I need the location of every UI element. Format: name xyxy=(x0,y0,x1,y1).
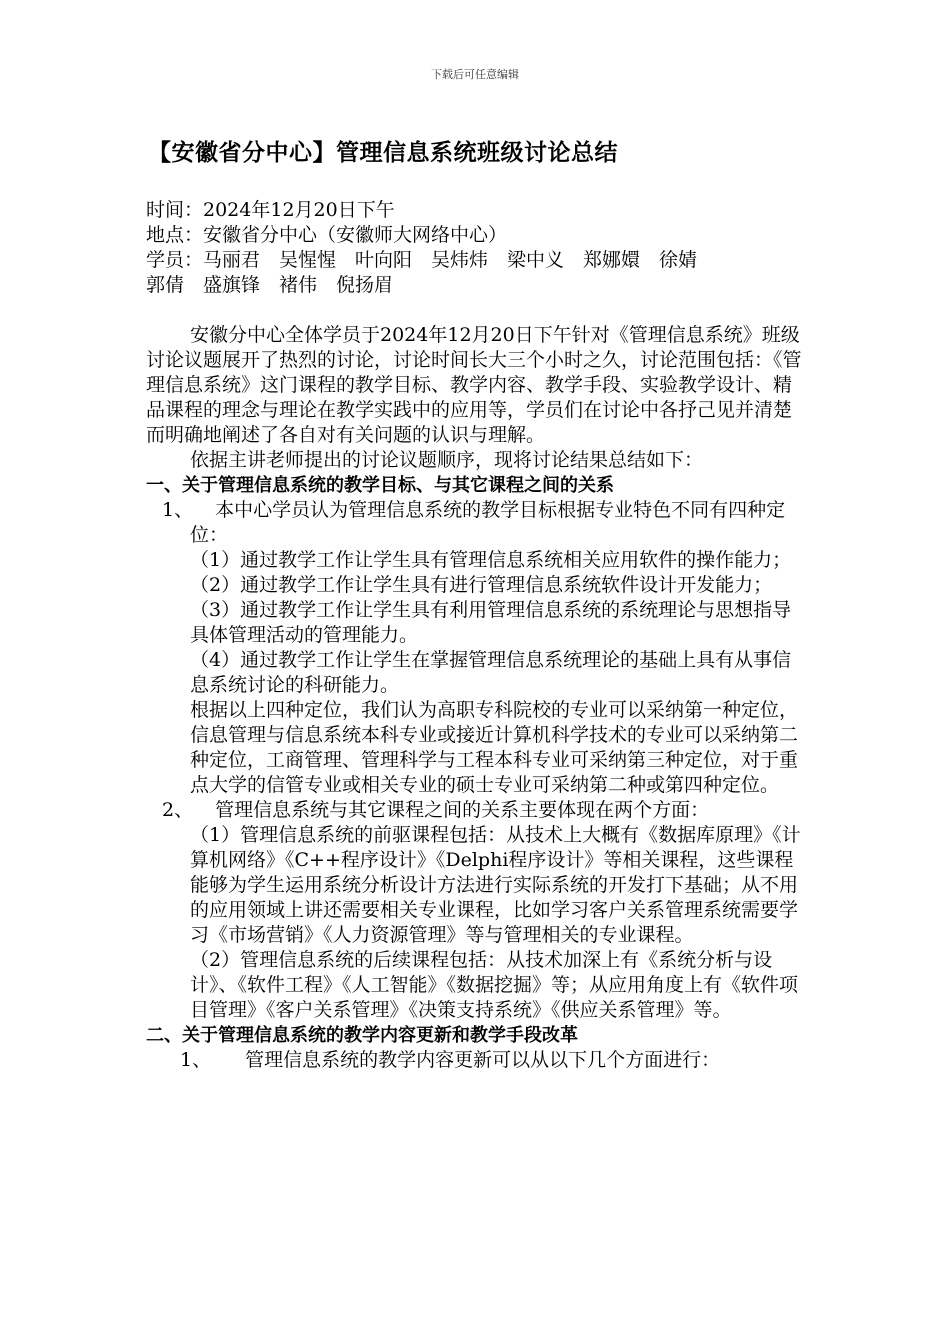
meta-members: 学员：马丽君 吴惺惺 叶向阳 吴炜炜 梁中义 郑娜嬛 徐婧 xyxy=(146,249,698,271)
position-2: （2）通过教学工作让学生具有进行管理信息系统软件设计开发能力； xyxy=(190,574,773,596)
section2-heading: 二、关于管理信息系统的教学内容更新和教学手段改革 xyxy=(146,1025,578,1046)
meta-place: 地点：安徽省分中心（安徽师大网络中心） xyxy=(146,224,508,246)
section1-heading: 一、关于管理信息系统的教学目标、与其它课程之间的关系 xyxy=(146,475,614,496)
document-title: 【安徽省分中心】管理信息系统班级讨论总结 xyxy=(148,140,618,166)
section1-item1 xyxy=(146,498,810,548)
order-paragraph: 依据主讲老师提出的讨论议题顺序，现将讨论结果总结如下： xyxy=(190,449,704,471)
meta-time: 时间：2024年12月20日下午 xyxy=(146,199,395,221)
section1-item2 xyxy=(146,798,810,823)
intro-paragraph: 安徽分中心全体学员于2024年12月20日下午针对《管理信息系统》班级讨论议题展开了热烈的讨论，讨论时间长大三个小时之久，讨论范围包括：《管理信息系统》这门课程的教学目标、教学内容、教学手段、实验教学设计、精品课程的理念与理论在教学实践中的应用等，学员们在讨论中各抒己见并清楚而明确地阐述了各自对有关问题的认识与理解。 xyxy=(146,324,802,446)
position-3: （3）通过教学工作让学生具有利用管理信息系统的系统理论与思想指导具体管理活动的管理能力。 xyxy=(190,599,792,646)
item-text: 管理信息系统与其它课程之间的关系主要体现在两个方面： xyxy=(215,799,710,821)
relation-2: （2）管理信息系统的后续课程包括：从技术加深上有《系统分析与设计》、《软件工程》《人工智能》《数据挖掘》等；从应用角度上有《软件项目管理》《客户关系管理》《决策支持系统》《供应关系管理》等。 xyxy=(190,949,799,1021)
positions-conclusion: 根据以上四种定位，我们认为高职专科院校的专业可以采纳第一种定位，信息管理与信息系统本科专业或接近计算机科学技术的专业可以采纳第二种定位，工商管理、管理科学与工程本科专业可采纳第三种定位，对于重点大学的信管专业或相关专业的硕士专业可采纳第二种或第四种定位。 xyxy=(190,699,799,796)
item-number: 1、 xyxy=(162,499,194,521)
item-number: 2、 xyxy=(162,799,194,821)
relation-1: （1）管理信息系统的前驱课程包括：从技术上大概有《数据库原理》《计算机网络》《C++程序设计》《Delphi程序设计》等相关课程，这些课程能够为学生运用系统分析设计方法进行实际系统的开发打下基础；从不用的应用领域上讲还需要相关专业课程，比如学习客户关系管理系统需要学习《市场营销》《人力资源管理》等与管理相关的专业课程。 xyxy=(190,824,801,946)
item-number: 1、 xyxy=(180,1049,212,1071)
item-text: 本中心学员认为管理信息系统的教学目标根据专业特色不同有四种定位： xyxy=(190,499,786,546)
meta-members-cont: 郭倩 盛旗锋 褚伟 倪扬眉 xyxy=(146,274,394,296)
position-4: （4）通过教学工作让学生在掌握管理信息系统理论的基础上具有从事信息系统讨论的科研能力。 xyxy=(190,649,792,696)
position-1: （1）通过教学工作让学生具有管理信息系统相关应用软件的操作能力； xyxy=(190,549,792,571)
section2-item1 xyxy=(146,1048,810,1073)
document-body xyxy=(146,198,810,1073)
header-note: 下载后可任意编辑 xyxy=(431,68,519,81)
item-text: 管理信息系统的教学内容更新可以从以下几个方面进行： xyxy=(245,1049,721,1071)
